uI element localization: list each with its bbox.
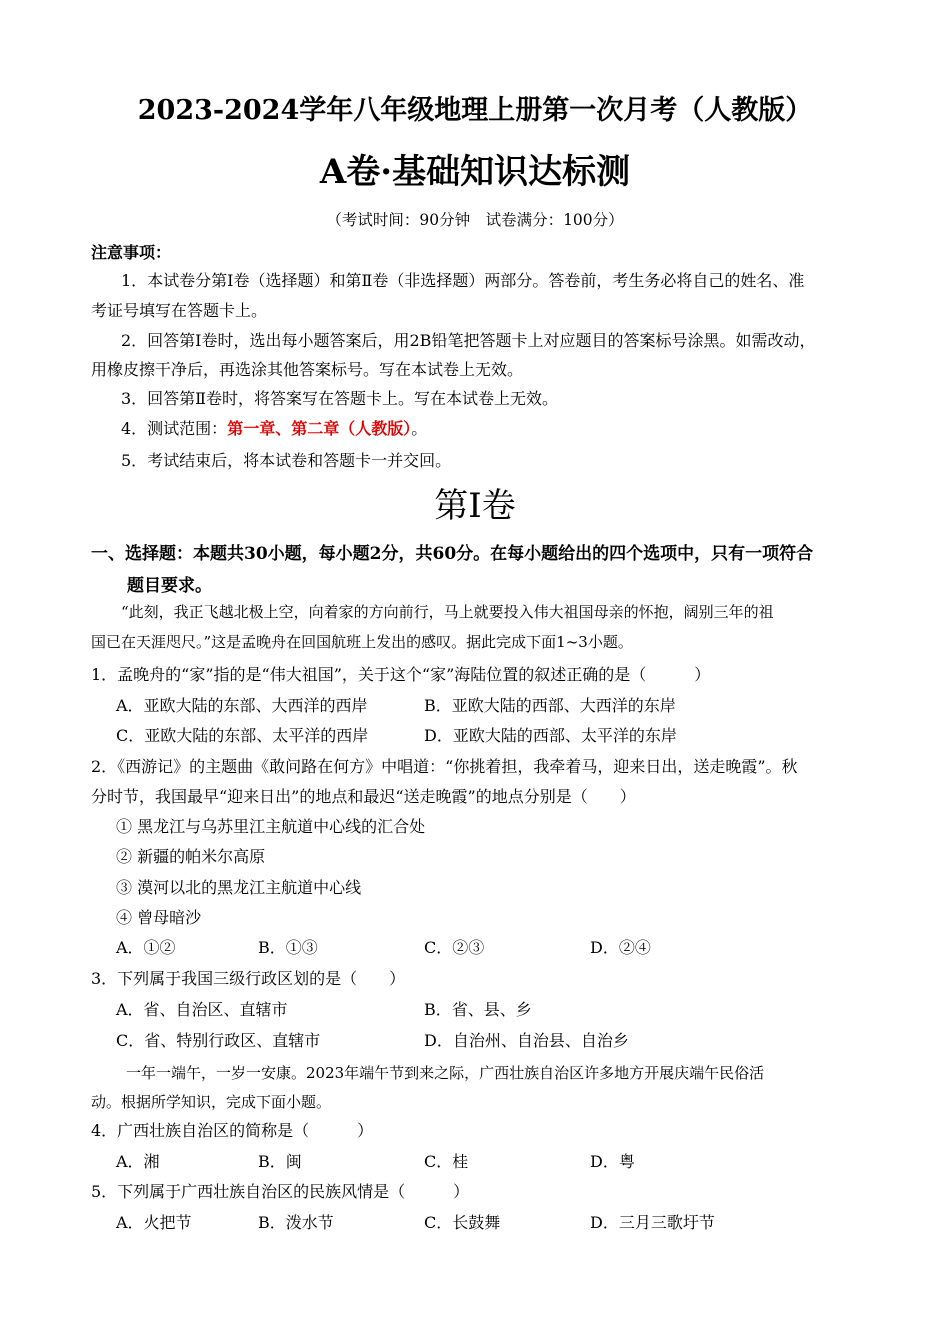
question-2-option-c: C．②③ <box>424 938 485 957</box>
material-2-line-2: 动。根据所学知识，完成下面小题。 <box>91 1093 332 1111</box>
question-4-option-c: C．桂 <box>424 1152 469 1171</box>
test-scope: 第一章、第二章（人教版） <box>227 419 412 438</box>
notice-item-3: 3．回答第Ⅱ卷时，将答案写在答题卡上。写在本试卷上无效。 <box>121 389 559 408</box>
question-2-option-d: D．②④ <box>590 938 651 957</box>
question-4-stem: 4．广西壮族自治区的简称是（ ） <box>91 1121 374 1140</box>
question-3-stem: 3．下列属于我国三级行政区划的是（ ） <box>91 969 406 988</box>
question-3-option-a: A．省、自治区、直辖市 <box>116 1000 288 1019</box>
question-2-stem-line-2: 分时节，我国最早“迎来日出”的地点和最迟“送走晚霞”的地点分别是（ ） <box>91 787 636 806</box>
question-2-option-b: B．①③ <box>258 938 318 957</box>
notice-item-2-line-2: 用橡皮擦干净后，再选涂其他答案标号。写在本试卷上无效。 <box>91 360 524 379</box>
notice-item-2-line-1: 2．回答第Ⅰ卷时，选出每小题答案后，用2B铅笔把答题卡上对应题目的答案标号涂黑。如需改动， <box>121 331 816 350</box>
material-1-line-2: 国已在天涯咫尺。”这是孟晚舟在回国航班上发出的感叹。据此完成下面1~3小题。 <box>91 633 633 651</box>
notice-item-4-prefix: 4．测试范围： <box>121 419 228 438</box>
material-2-line-1: 一年一端午，一岁一安康。2023年端午节到来之际，广西壮族自治区许多地方开展庆端午民俗活 <box>126 1064 765 1082</box>
question-2-option-a: A．①② <box>116 938 176 957</box>
section-heading-line-1: 一、选择题：本题共30小题，每小题2分，共60分。在每小题给出的四个选项中，只有一项符合 <box>91 544 814 564</box>
question-5-option-b: B．泼水节 <box>258 1213 334 1232</box>
question-2-item-1: ① 黑龙江与乌苏里江主航道中心线的汇合处 <box>116 817 426 836</box>
question-2-item-3: ③ 漠河以北的黑龙江主航道中心线 <box>116 878 362 897</box>
exam-subtitle: A卷·基础知识达标测 <box>319 152 631 192</box>
question-1-option-a: A．亚欧大陆的东部、大西洋的西岸 <box>116 696 368 715</box>
material-1-line-1: “此刻，我正飞越北极上空，向着家的方向前行，马上就要投入伟大祖国母亲的怀抱，阔别三年的祖 <box>121 603 774 621</box>
question-5-option-d: D．三月三歌圩节 <box>590 1213 715 1232</box>
question-1-option-c: C．亚欧大陆的东部、太平洋的西岸 <box>116 726 369 745</box>
notice-item-4-suffix: 。 <box>411 419 428 438</box>
question-3-option-b: B．省、县、乡 <box>424 1000 532 1019</box>
question-4-option-d: D．粤 <box>590 1152 635 1171</box>
exam-info: （考试时间：90分钟 试卷满分：100分） <box>326 211 624 229</box>
question-1-option-d: D．亚欧大陆的西部、太平洋的东岸 <box>424 726 677 745</box>
notice-item-1-line-1: 1．本试卷分第Ⅰ卷（选择题）和第Ⅱ卷（非选择题）两部分。答卷前，考生务必将自己的姓名、准 <box>121 271 805 290</box>
question-1-option-b: B．亚欧大陆的西部、大西洋的东岸 <box>424 696 676 715</box>
question-4-option-a: A．湘 <box>116 1152 160 1171</box>
notice-item-5: 5．考试结束后，将本试卷和答题卡一并交回。 <box>121 451 452 470</box>
notice-item-4 <box>121 414 427 444</box>
part-title: 第Ⅰ卷 <box>434 486 516 526</box>
question-3-option-c: C．省、特别行政区、直辖市 <box>116 1031 321 1050</box>
notice-item-1-line-2: 考证号填写在答题卡上。 <box>91 301 268 320</box>
section-heading <box>91 538 861 602</box>
question-3-option-d: D．自治州、自治县、自治乡 <box>424 1031 629 1050</box>
question-5-option-c: C．长鼓舞 <box>424 1213 501 1232</box>
notice-heading: 注意事项： <box>91 243 172 262</box>
question-2-item-2: ② 新疆的帕米尔高原 <box>116 847 266 866</box>
question-2-stem-line-1: 2．《西游记》的主题曲《敢问路在何方》中唱道：“你挑着担，我牵着马，迎来日出，送走晚霞”。秋 <box>91 757 798 776</box>
question-4-option-b: B．闽 <box>258 1152 302 1171</box>
section-heading-line-2: 题目要求。 <box>127 576 212 596</box>
exam-title: 2023-2024学年八年级地理上册第一次月考（人教版） <box>137 95 813 126</box>
question-2-item-4: ④ 曾母暗沙 <box>116 908 202 927</box>
question-5-option-a: A．火把节 <box>116 1213 192 1232</box>
question-1-stem: 1．孟晚舟的“家”指的是“伟大祖国”，关于这个“家”海陆位置的叙述正确的是（ ） <box>91 665 711 684</box>
question-5-stem: 5．下列属于广西壮族自治区的民族风情是（ ） <box>91 1182 470 1201</box>
